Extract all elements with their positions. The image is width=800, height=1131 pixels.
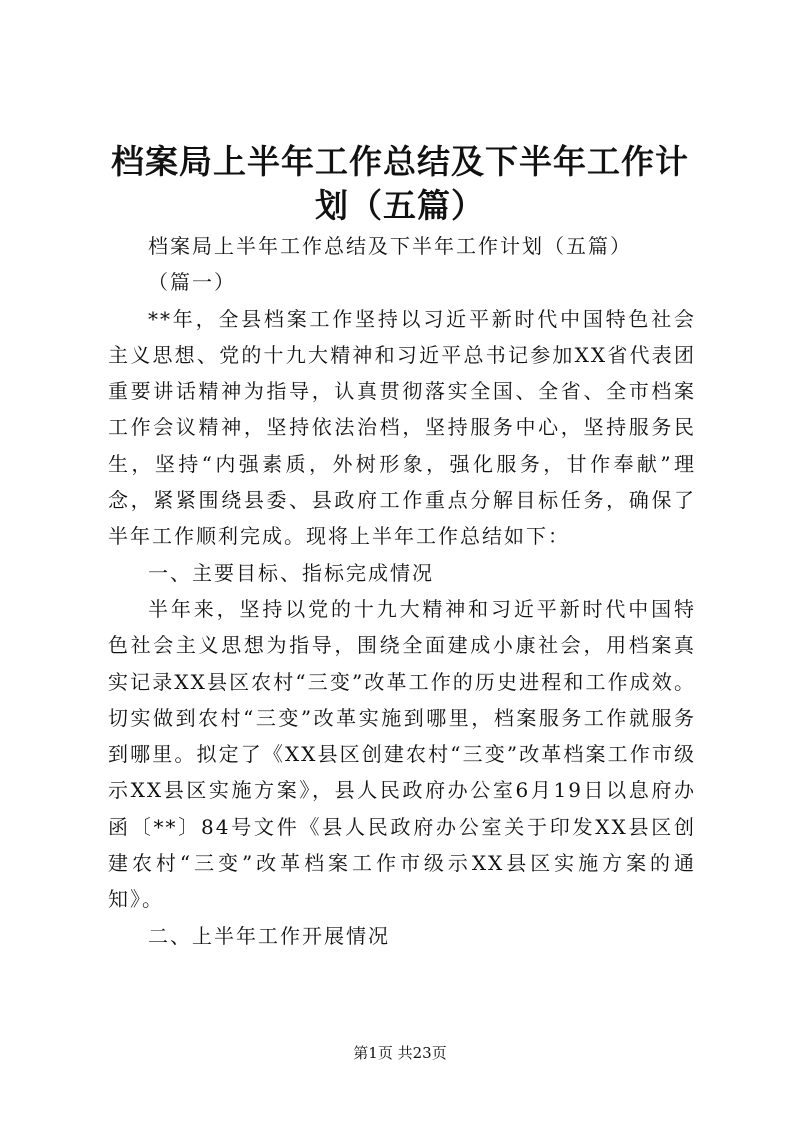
section-heading-2: 二、上半年工作开展情况 bbox=[148, 923, 390, 948]
section-label-paragraph: （篇一） bbox=[148, 270, 236, 295]
page-footer: 第1页 共23页 bbox=[353, 1044, 447, 1062]
section-heading-1: 一、主要目标、指标完成情况 bbox=[148, 560, 434, 585]
body-paragraph: 半年来，坚持以党的十九大精神和习近平新时代中国特色社会主义思想为指导，围绕全面建成小康社会，用档案真实记录XX县区农村“三变”改革工作的历史进程和工作成效。切实做到农村“三变”改革实施到哪里，档案服务工作就服务到哪里。拟定了《XX县区创建农村“三变”改革档案工作市级示XX县区实施方案》，县人民政府办公室6月19日以息府办函〔**〕84号文件《县人民政府办公室关于印发XX县区创建农村“三变”改革档案工作市级示XX县区实施方案的通知》。 bbox=[108, 596, 696, 912]
intro-paragraph: **年，全县档案工作坚持以习近平新时代中国特色社会主义思想、党的十九大精神和习近平总书记参加XX省代表团重要讲话精神为指导，认真贯彻落实全国、全省、全市档案工作会议精神，坚持依法治档，坚持服务中心，坚持服务民生，坚持“内强素质，外树形象，强化服务，甘作奉献”理念，紧紧围绕县委、县政府工作重点分解目标任务，确保了半年工作顺利完成。现将上半年工作总结如下： bbox=[108, 306, 696, 549]
document-body bbox=[108, 228, 696, 954]
subtitle-paragraph: 档案局上半年工作总结及下半年工作计划（五篇） bbox=[148, 234, 632, 258]
document-title: 档案局上半年工作总结及下半年工作计划（五篇） bbox=[111, 142, 689, 225]
